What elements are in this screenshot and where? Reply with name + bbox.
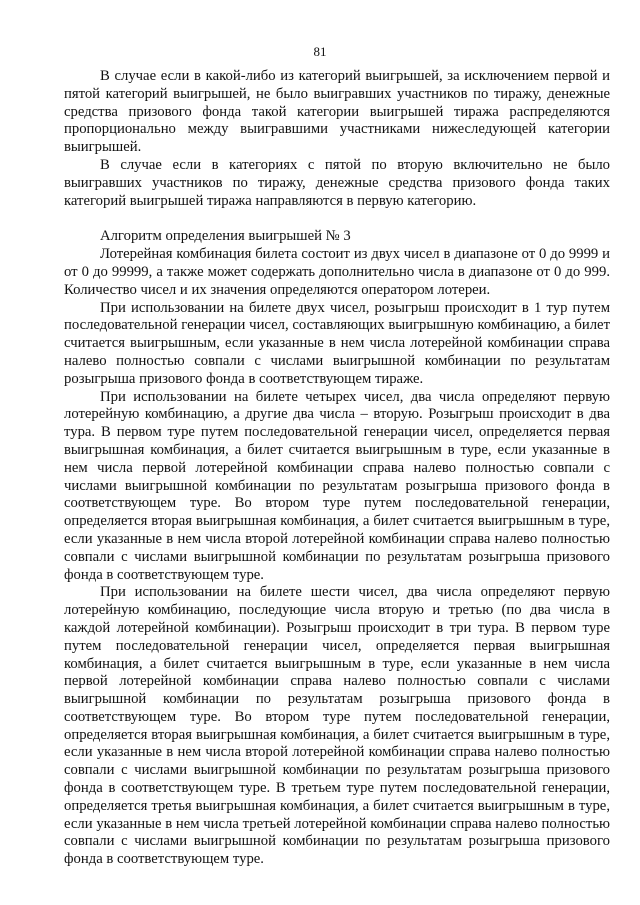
paragraph-two-numbers: При использовании на билете двух чисел, розыгрыш происходит в 1 тур путем последовательной генерации чисел, составляющих выигрышную комбинацию, а билет считается выигрышным, если указанные в нем числа лотерейной комбинации справа налево полностью совпали с числами выигрышной комбинации по результатам розыгрыша призового фонда в соответствующем тираже.: [64, 299, 610, 387]
page-number: 81: [313, 44, 327, 59]
document-body: [64, 68, 610, 869]
paragraph-redistribution: В случае если в какой-либо из категорий выигрышей, за исключением первой и пятой категорий выигрышей, не было выигравших участников по тиражу, денежные средства призового фонда такой категории выигрышей тиража распределяются пропорционально между выигравшими участниками нижеследующей категории выигрышей.: [64, 68, 610, 156]
paragraph-four-numbers: При использовании на билете четырех чисел, два числа определяют первую лотерейную комбинацию, а другие два числа – вторую. Розыгрыш происходит в два тура. В первом туре путем последовательной генерации чисел, определяется первая выигрышная комбинация, а билет считается выигрышным в туре, если указанные в нем числа первой лотерейной комбинации справа налево полностью совпали с числами выигрышной комбинации по результатам розыгрыша призового фонда в соответствующем туре. Во втором туре путем последовательной генерации, определяется вторая выигрышная комбинация, а билет считается выигрышным в туре, если указанные в нем числа второй лотерейной комбинации справа налево полностью совпали с числами выигрышной комбинации по результатам розыгрыша призового фонда в соответствующем туре.: [64, 388, 610, 583]
paragraph-six-numbers: При использовании на билете шести чисел, два числа определяют первую лотерейную комбинацию, последующие числа вторую и третью (по два числа в каждой лотерейной комбинации). Розыгрыш происходит в три тура. В первом туре путем последовательной генерации чисел, определяется первая выигрышная комбинация, а билет считается выигрышным в туре, если указанные в нем числа первой лотерейной комбинации справа налево полностью совпали с числами выигрышной комбинации по результатам розыгрыша призового фонда в соответствующем туре. Во втором туре путем последовательной генерации, определяется вторая выигрышная комбинация, а билет считается выигрышным в туре, если указанные в нем числа второй лотерейной комбинации справа налево полностью совпали с числами выигрышной комбинации по результатам розыгрыша призового фонда в соответствующем туре. В третьем туре путем последовательной генерации, определяется третья выигрышная комбинация, а билет считается выигрышным в туре, если указанные в нем числа третьей лотерейной комбинации справа налево полностью совпали с числами выигрышной комбинации по результатам розыгрыша призового фонда в соответствующем туре.: [64, 584, 610, 868]
section-heading: Алгоритм определения выигрышей № 3: [100, 228, 351, 245]
paragraph-combination-structure: Лотерейная комбинация билета состоит из двух чисел в диапазоне от 0 до 9999 и от 0 до 99999, а также может содержать дополнительно числа в диапазоне от 0 до 999. Количество чисел и их значения определяются оператором лотереи.: [64, 246, 610, 298]
paragraph-transfer-to-first-category: В случае если в категориях с пятой по вторую включительно не было выигравших участников по тиражу, денежные средства призового фонда таких категорий выигрышей тиража направляются в первую категорию.: [64, 156, 610, 209]
